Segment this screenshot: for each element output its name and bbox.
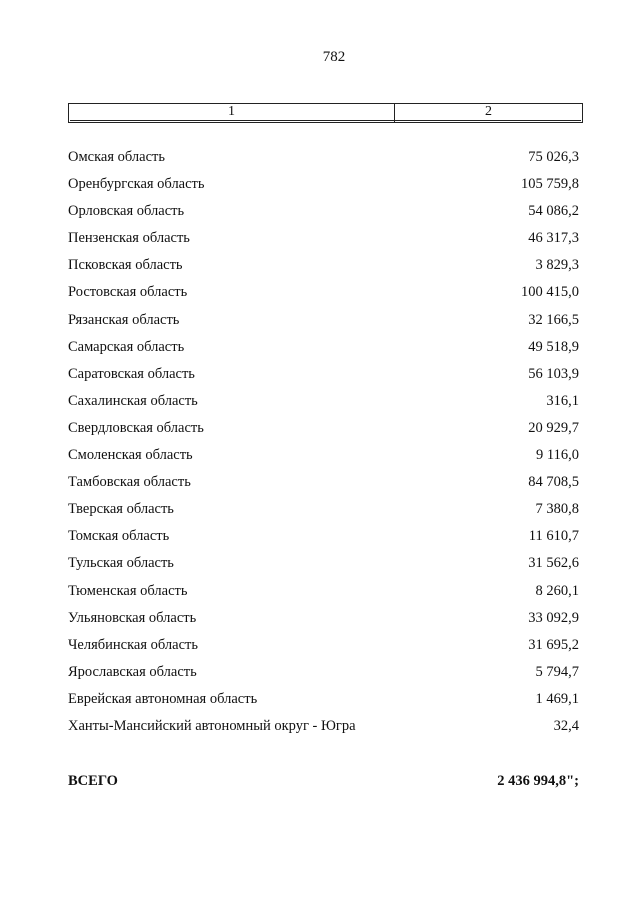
region-name: Челябинская область (68, 636, 198, 653)
header-cell-1: 1 (69, 104, 395, 122)
table-row (68, 553, 579, 580)
region-value: 3 829,3 (535, 257, 579, 274)
region-value: 100 415,0 (521, 284, 579, 301)
region-value: 5 794,7 (535, 663, 579, 680)
region-value: 8 260,1 (535, 582, 579, 599)
table-row (68, 499, 579, 526)
region-value: 9 116,0 (536, 447, 579, 464)
region-value: 11 610,7 (528, 528, 579, 545)
table-row (68, 581, 579, 608)
table-row (68, 364, 579, 391)
region-value: 54 086,2 (528, 203, 579, 220)
region-value: 32 166,5 (528, 311, 579, 328)
region-value: 105 759,8 (521, 176, 579, 193)
region-name: Рязанская область (68, 311, 180, 328)
region-name: Оренбургская область (68, 176, 205, 193)
table-row (68, 174, 579, 201)
region-name: Свердловская область (68, 419, 204, 436)
region-name: Ханты-Мансийский автономный округ - Югра (68, 717, 356, 734)
region-name: Орловская область (68, 203, 185, 220)
region-name: Томская область (68, 528, 170, 545)
region-name: Ульяновская область (68, 609, 197, 626)
table-row (68, 310, 579, 337)
region-value: 49 518,9 (528, 338, 579, 355)
table-row (68, 147, 579, 174)
region-value: 33 092,9 (528, 609, 579, 626)
region-value: 1 469,1 (535, 690, 579, 707)
table-row (68, 662, 579, 689)
table-row (68, 418, 579, 445)
table-row (68, 472, 579, 499)
total-label: ВСЕГО (68, 773, 118, 789)
region-value: 84 708,5 (528, 474, 579, 491)
table-header (68, 103, 583, 123)
region-name: Тамбовская область (68, 474, 191, 491)
region-name: Тверская область (68, 501, 174, 518)
table-body (68, 147, 579, 743)
region-name: Омская область (68, 149, 165, 165)
table-row (68, 282, 579, 309)
table-row (68, 391, 579, 418)
region-name: Тульская область (68, 555, 174, 572)
region-value: 75 026,3 (528, 149, 579, 165)
region-name: Пензенская область (68, 230, 190, 247)
table-row (68, 716, 579, 743)
region-name: Сахалинская область (68, 392, 198, 409)
region-name: Смоленская область (68, 447, 193, 464)
region-name: Самарская область (68, 338, 185, 355)
region-name: Еврейская автономная область (68, 690, 258, 707)
page-number: 782 (322, 49, 346, 65)
region-value: 46 317,3 (528, 230, 579, 247)
region-name: Саратовская область (68, 365, 195, 382)
region-name: Псковская область (68, 257, 183, 274)
table-row (68, 201, 579, 228)
region-value: 32,4 (553, 717, 579, 734)
table-row (68, 255, 579, 282)
region-value: 56 103,9 (528, 365, 579, 382)
region-value: 31 695,2 (528, 636, 579, 653)
header-cell-2: 2 (485, 104, 492, 119)
total-row (68, 773, 579, 790)
region-name: Ростовская область (68, 284, 188, 301)
region-value: 316,1 (546, 392, 579, 409)
region-name: Тюменская область (68, 582, 188, 599)
table-row (68, 228, 579, 255)
table-row (68, 689, 579, 716)
table-row (68, 526, 579, 553)
table-row (68, 445, 579, 472)
region-value: 20 929,7 (528, 419, 579, 436)
total-value: 2 436 994,8"; (497, 773, 579, 789)
region-name: Ярославская область (68, 663, 197, 680)
table-row (68, 337, 579, 364)
region-value: 31 562,6 (528, 555, 579, 572)
table-row (68, 635, 579, 662)
table-row (68, 608, 579, 635)
region-value: 7 380,8 (535, 501, 579, 518)
